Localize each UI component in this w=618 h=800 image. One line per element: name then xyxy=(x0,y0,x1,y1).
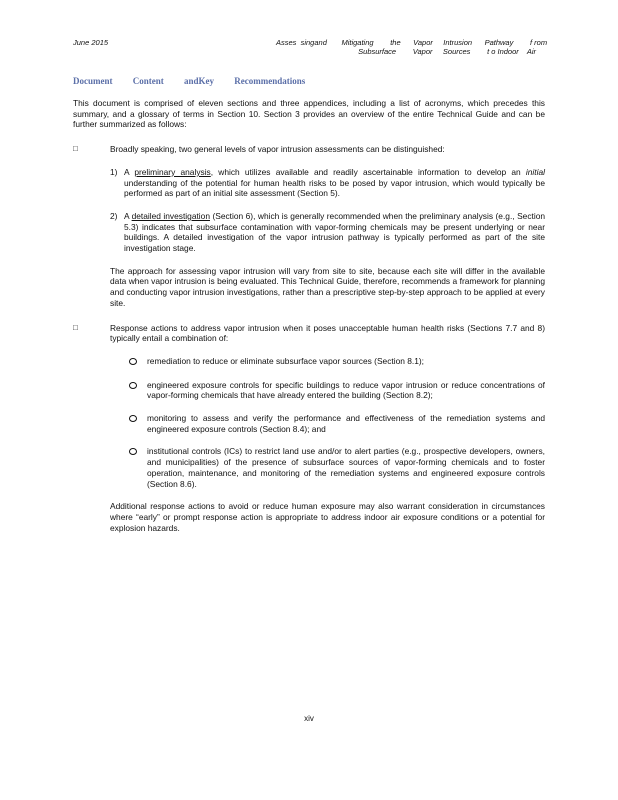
item-text: A preliminary analysis, which utilizes available and readily ascertainable information to develop an initial understanding of the potential for human health risks to be posed by vapor intrusion, which would typically be performed as part of an initial site assessment (Section 5). xyxy=(124,166,545,199)
intro-paragraph: This document is comprised of eleven sections and three appendices, including a list of acronyms, which precedes this summary, and a glossary of terms in Section 10. Section 3 provides an overview of the entire Technical Guide and can be further summarized as follows: xyxy=(73,98,545,130)
checkbox-bullet-icon: □ xyxy=(73,144,78,154)
bullet-assessment-levels xyxy=(73,144,545,308)
list-item: remediation to reduce or eliminate subsurface vapor sources (Section 8.1); xyxy=(110,356,545,368)
bullet-lead: Broadly speaking, two general levels of vapor intrusion assessments can be distinguished: xyxy=(110,144,445,155)
list-item: monitoring to assess and verify the performance and effectiveness of the remediation systems and engineered exposure controls (Section 8.4); and xyxy=(110,413,545,434)
page-number: xiv xyxy=(304,714,314,723)
header-title-line2: Subsurface Vapor Sources t o Indoor Air xyxy=(358,47,536,56)
item-number: 1) xyxy=(110,166,118,177)
circle-bullet-icon xyxy=(129,415,137,422)
header-title-line1: Asses singand Mitigating the Vapor Intrusion Pathway f rom xyxy=(276,38,548,47)
checkbox-bullet-icon: □ xyxy=(73,322,78,332)
approach-paragraph: The approach for assessing vapor intrusion will vary from site to site, because each site will differ in the available data when vapor intrusion is being evaluated. This Technical Guide, therefore, recommends a framework for planning and conducting vapor intrusion investigations, rather than a prescriptive step-by-step approach to be applied at every site. xyxy=(110,265,545,308)
bullet-lead: Response actions to address vapor intrusion when it poses unacceptable human health risks (Sections 7.7 and 8) typically entail a combination of: xyxy=(110,322,545,344)
circle-bullet-icon xyxy=(129,382,137,389)
item-text: A detailed investigation (Section 6), which is generally recommended when the preliminary analysis (e.g., Section 5.3) indicates that subsurface contamination with vapor-forming chemicals may be present underlying or near buildings. A detailed investigation of the vapor intrusion pathway is typically performed as part of the site investigation stage. xyxy=(124,210,546,254)
preliminary-analysis-link: preliminary analysis xyxy=(134,166,211,177)
bullet-response-actions xyxy=(73,323,545,534)
list-item: institutional controls (ICs) to restrict land use and/or to alert parties (e.g., prospective developers, owners, and municipalities) of the presence of subsurface sources of vapor-forming chemicals and to foster operation, maintenance, and monitoring of the remediation systems and engineered exposure controls (Section 8.6). xyxy=(110,446,545,489)
detailed-investigation-link: detailed investigation xyxy=(131,210,210,221)
header-title xyxy=(276,38,548,56)
response-actions-list xyxy=(110,356,545,489)
item-number: 2) xyxy=(110,210,118,221)
additional-actions-paragraph: Additional response actions to avoid or reduce human exposure may also warrant consideration in circumstances where “early” or prompt response action is appropriate to address indoor air exposure conditions or a potential for explosion hazards. xyxy=(110,501,545,533)
circle-bullet-icon xyxy=(129,448,137,455)
document-body xyxy=(73,98,545,547)
numbered-item xyxy=(110,211,545,254)
section-title: Document Content andKey Recommendations xyxy=(73,76,306,86)
numbered-item xyxy=(110,167,545,199)
list-item: engineered exposure controls for specific buildings to reduce vapor intrusion or reduce concentrations of vapor-forming chemicals that have already entered the building (Section 8.2); xyxy=(110,380,545,401)
circle-bullet-icon xyxy=(129,358,137,365)
header-date: June 2015 xyxy=(73,38,109,47)
